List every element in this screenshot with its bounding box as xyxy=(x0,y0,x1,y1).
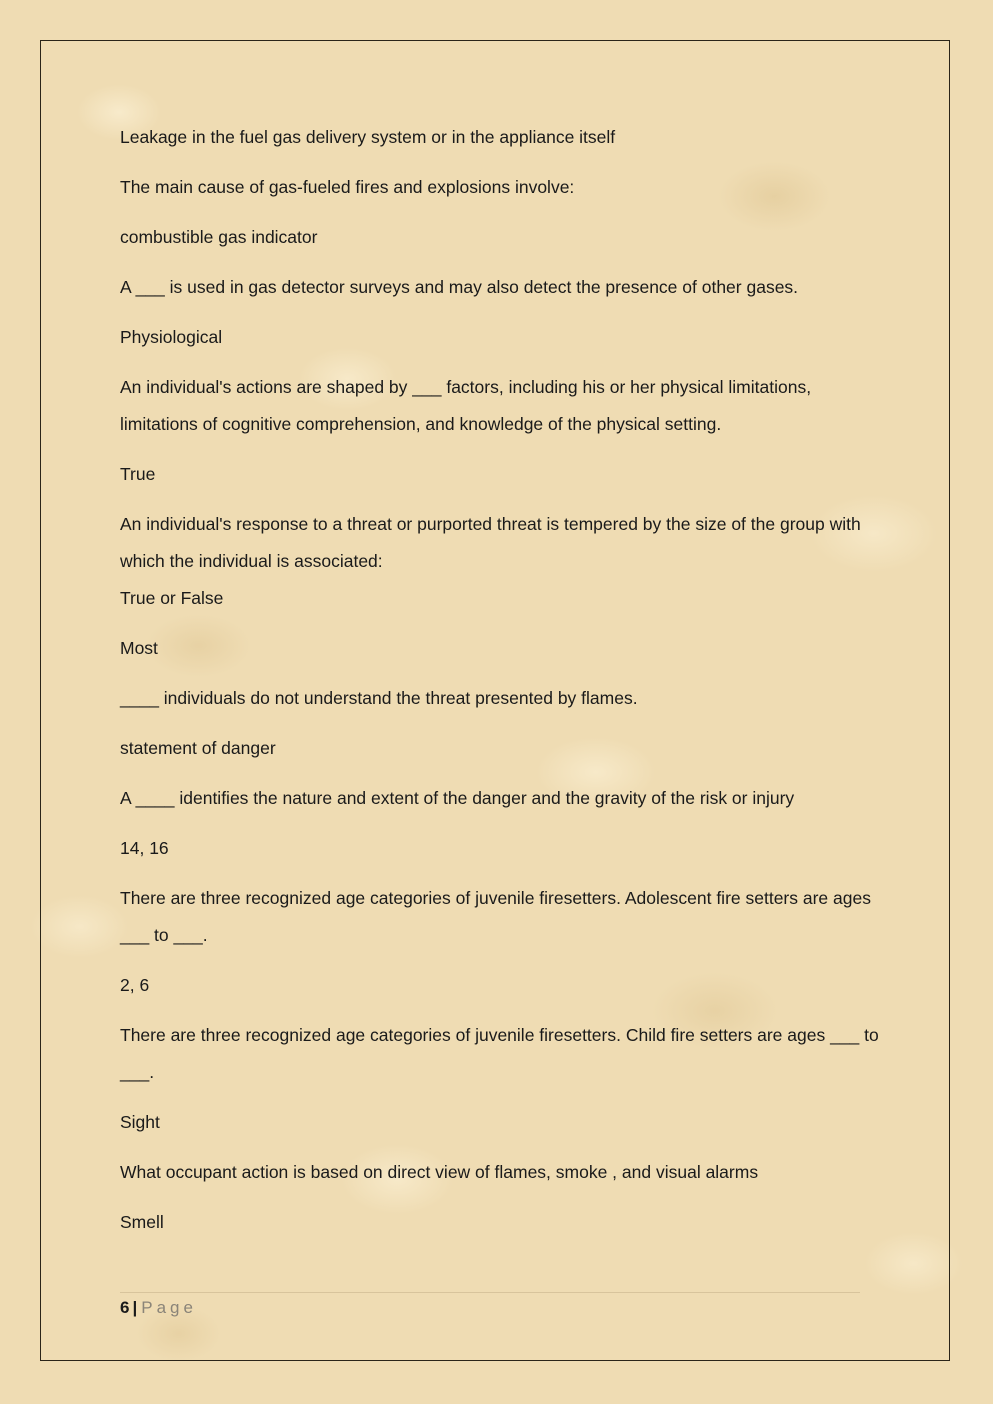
question-line: There are three recognized age categories of juvenile firesetters. Adolescent fire setters are ages ___ to ___. xyxy=(120,888,871,945)
answer-line: Sight xyxy=(120,1112,160,1132)
answer-line: combustible gas indicator xyxy=(120,227,318,247)
question-options: True or False xyxy=(120,588,224,608)
answer-line: Physiological xyxy=(120,327,223,347)
answer-line: Leakage in the fuel gas delivery system or in the appliance itself xyxy=(120,127,616,147)
answer-line: Most xyxy=(120,638,158,658)
question-line: An individual's response to a threat or purported threat is tempered by the size of the group with which the individual is associated: xyxy=(120,514,861,571)
page-number: 6 xyxy=(120,1298,130,1317)
question-line: The main cause of gas-fueled fires and explosions involve: xyxy=(120,177,575,197)
question-line: An individual's actions are shaped by ___ factors, including his or her physical limitations, limitations of cognitive comprehension, and knowledge of the physical setting. xyxy=(120,377,812,434)
footer-separator: | xyxy=(132,1298,138,1317)
question-line: There are three recognized age categories of juvenile firesetters. Child fire setters are ages ___ to ___. xyxy=(120,1025,879,1082)
answer-line: True xyxy=(120,464,156,484)
page-footer xyxy=(120,1296,197,1320)
question-line: A ____ identifies the nature and extent of the danger and the gravity of the risk or injury xyxy=(120,788,795,808)
answer-line: 2, 6 xyxy=(120,975,150,995)
answer-line: statement of danger xyxy=(120,738,276,758)
answer-line: Smell xyxy=(120,1212,164,1232)
question-line: ____ individuals do not understand the threat presented by flames. xyxy=(120,688,638,708)
answer-line: 14, 16 xyxy=(120,838,169,858)
question-line: What occupant action is based on direct view of flames, smoke , and visual alarms xyxy=(120,1162,759,1182)
footer-divider xyxy=(120,1292,860,1293)
page-label: Page xyxy=(141,1298,197,1317)
question-line: A ___ is used in gas detector surveys and may also detect the presence of other gases. xyxy=(120,277,799,297)
document-body xyxy=(120,119,880,1254)
